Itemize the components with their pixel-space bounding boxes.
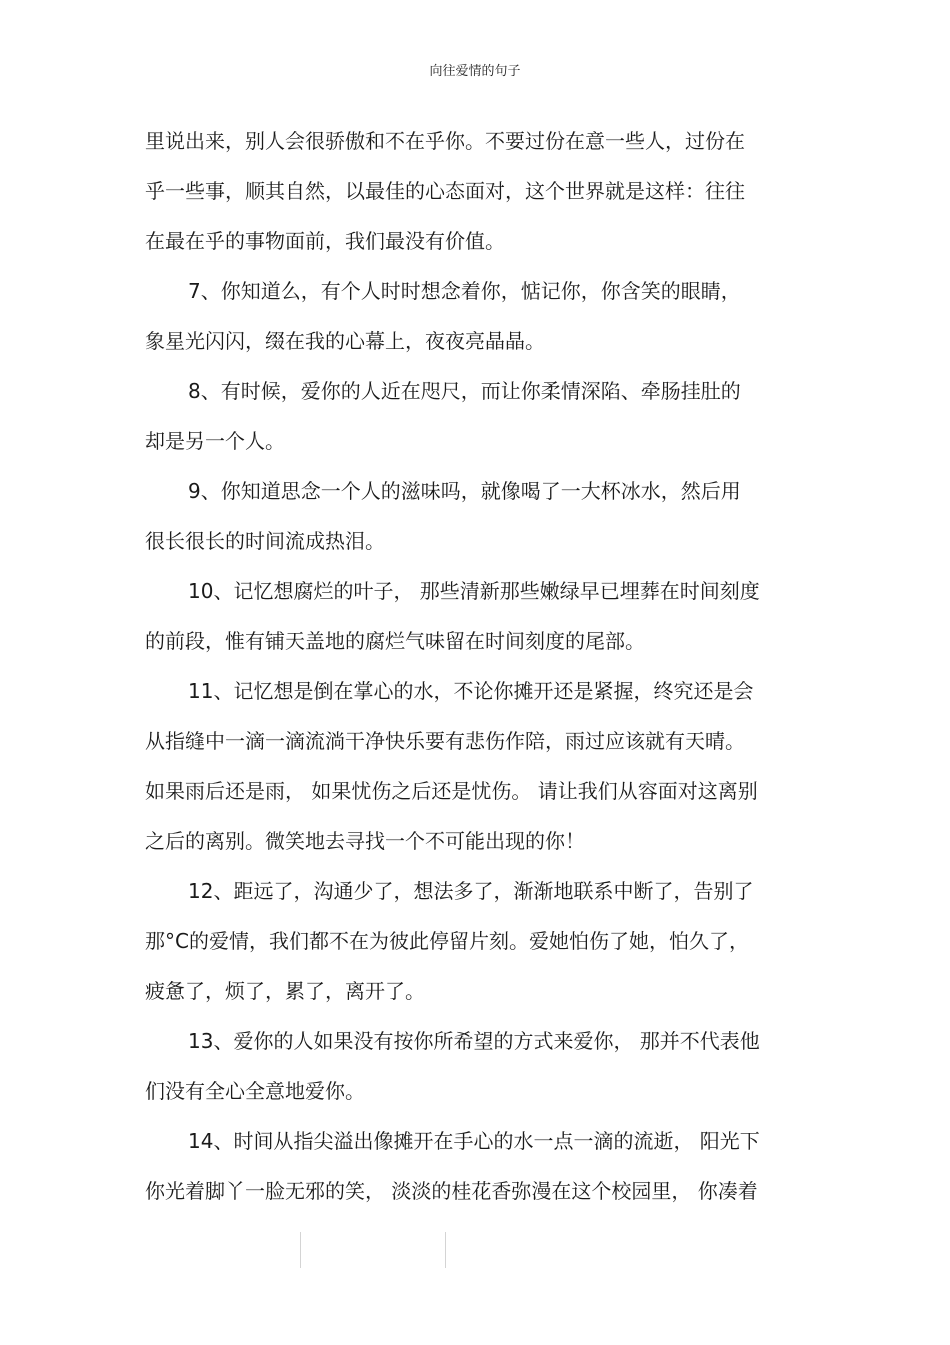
text-line: 在最在乎的事物面前，我们最没有价值。 (145, 229, 505, 253)
footer-divider-right (445, 1232, 446, 1268)
text-line: 那°C的爱情，我们都不在为彼此停留片刻。爱她怕伤了她，怕久了， (145, 929, 749, 953)
text-line: 10、记忆想腐烂的叶子， 那些清新那些嫩绿早已埋葬在时间刻度 (188, 579, 760, 603)
text-line: 之后的离别。微笑地去寻找一个不可能出现的你！ (145, 829, 585, 853)
text-line: 12、距远了，沟通少了，想法多了，渐渐地联系中断了，告别了 (188, 879, 754, 903)
text-line: 很长很长的时间流成热泪。 (145, 529, 385, 553)
text-line: 13、爱你的人如果没有按你所希望的方式来爱你， 那并不代表他 (188, 1029, 760, 1053)
text-line: 疲惫了，烦了，累了，离开了。 (145, 979, 425, 1003)
text-line: 乎一些事，顺其自然，以最佳的心态面对，这个世界就是这样：往往 (145, 179, 745, 203)
footer-divider-left (300, 1232, 301, 1268)
text-line: 11、记忆想是倒在掌心的水，不论你摊开还是紧握，终究还是会 (188, 679, 754, 703)
text-line: 象星光闪闪，缀在我的心幕上，夜夜亮晶晶。 (145, 329, 545, 353)
text-line: 的前段，惟有铺天盖地的腐烂气味留在时间刻度的尾部。 (145, 629, 645, 653)
page-header: 向往爱情的句子 (429, 64, 521, 79)
text-line: 7、你知道么，有个人时时想念着你，惦记你，你含笑的眼睛， (188, 279, 741, 303)
text-line: 们没有全心全意地爱你。 (145, 1079, 365, 1103)
text-line: 里说出来，别人会很骄傲和不在乎你。不要过份在意一些人，过份在 (145, 129, 745, 153)
text-line: 从指缝中一滴一滴流淌干净快乐要有悲伤作陪，雨过应该就有天晴。 (145, 729, 745, 753)
text-line: 如果雨后还是雨， 如果忧伤之后还是忧伤。 请让我们从容面对这离别 (145, 779, 758, 803)
text-line: 你光着脚丫一脸无邪的笑， 淡淡的桂花香弥漫在这个校园里， 你凑着 (145, 1179, 758, 1203)
text-line: 9、你知道思念一个人的滋味吗，就像喝了一大杯冰水，然后用 (188, 479, 741, 503)
text-line: 却是另一个人。 (145, 429, 285, 453)
text-line: 14、时间从指尖溢出像摊开在手心的水一点一滴的流逝， 阳光下 (188, 1129, 760, 1153)
text-line: 8、有时候，爱你的人近在咫尺，而让你柔情深陷、牵肠挂肚的 (188, 379, 741, 403)
